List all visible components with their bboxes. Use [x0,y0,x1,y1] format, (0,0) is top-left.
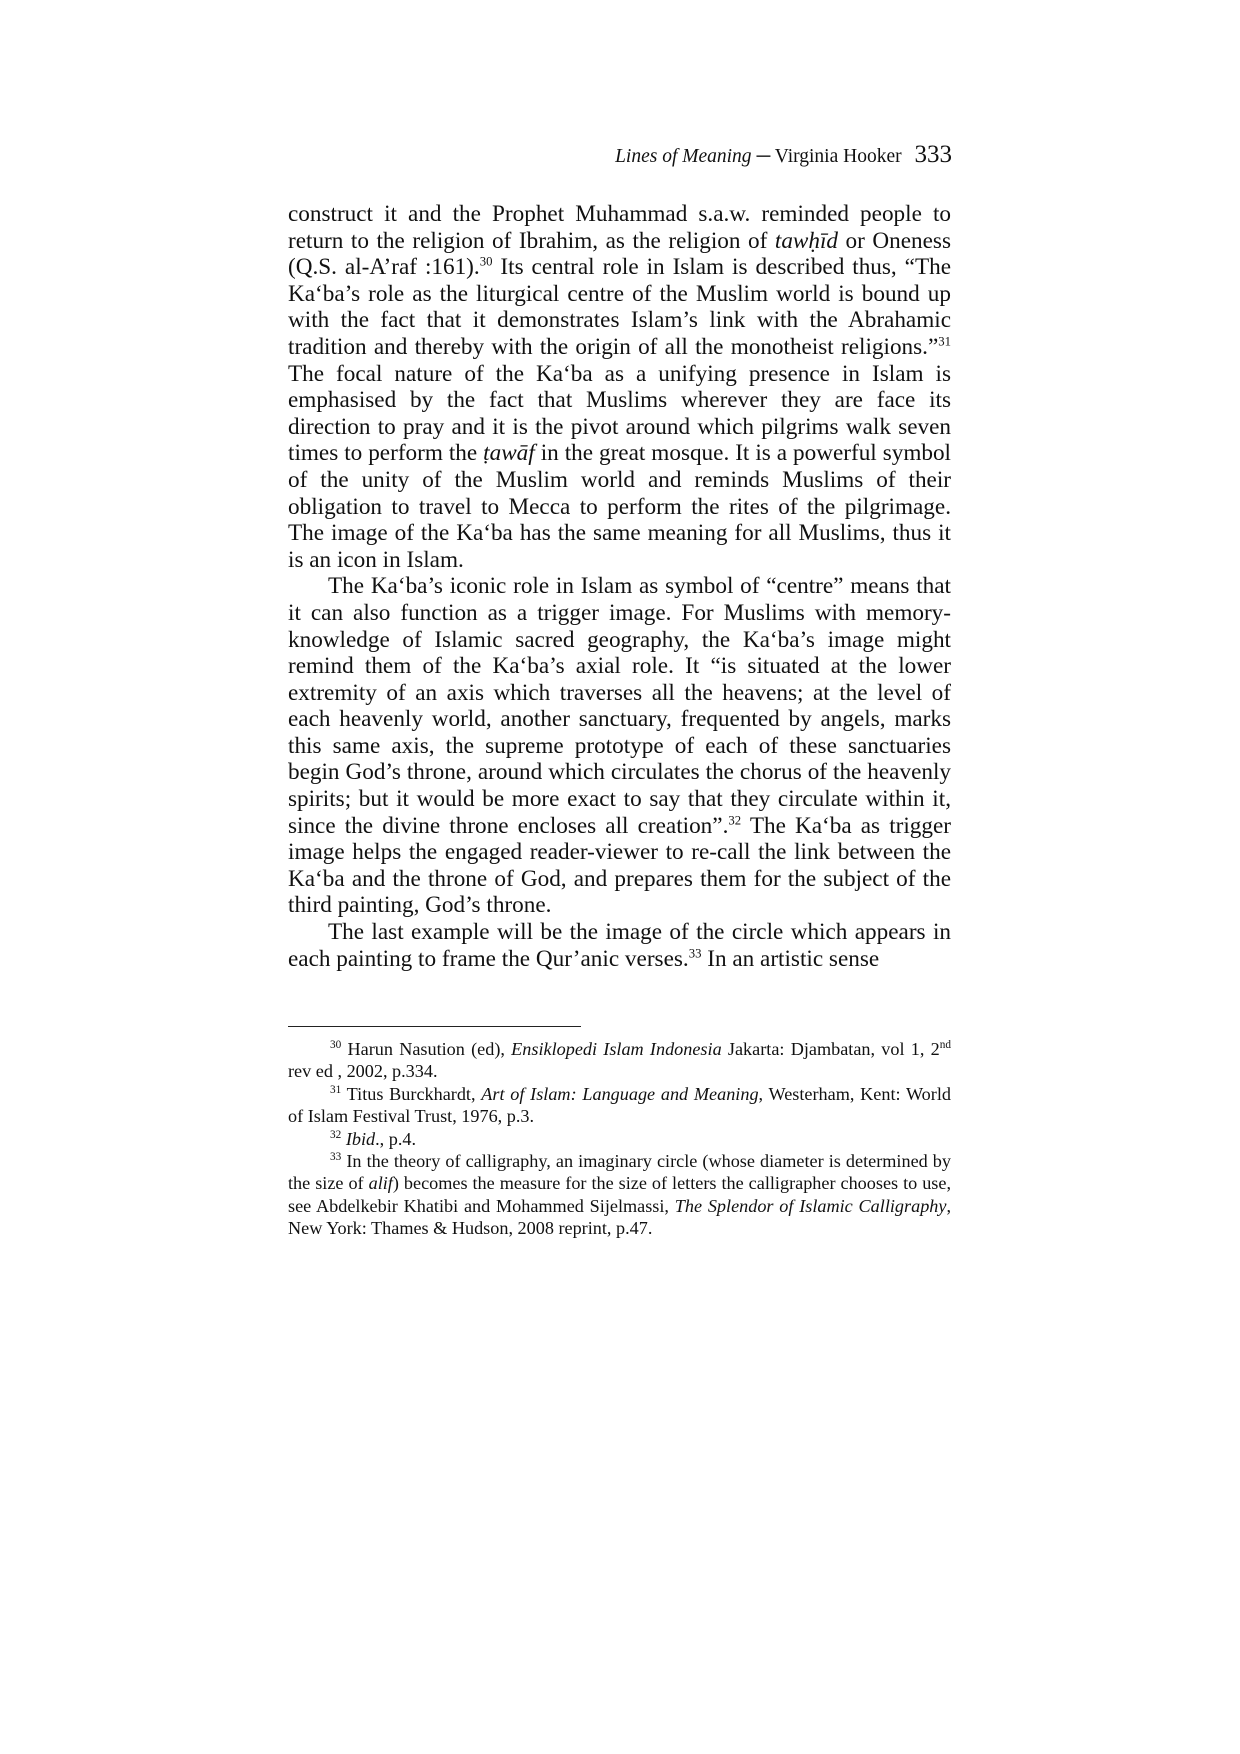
text-run: The Ka‘ba’s iconic role in Islam as symbol of “centre” means that it can also function as a trigger image. For Muslims with memory-knowledge of Islamic sacred geography, the Ka‘ba’s image might remind them of the Ka‘ba’s axial role. It “is situated at the lower extremity of an axis which traverses all the heavens; at the level of each heavenly world, another sanctuary, frequented by angels, marks this same axis, the supreme prototype of each of these sanctuaries begin God’s throne, around which circulates the chorus of the heavenly spirits; but it would be more exact to say that they circulate within it, since the divine throne encloses all creation”. [288,573,951,839]
running-head-title: Lines of Meaning [615,146,752,167]
text-run: The focal nature of the Ka‘ba as a unifying presence in Islam is emphasised by the fact that Muslims wherever they are face its direction to pray and it is the pivot around which pilgrims walk seven times to perform the [288,360,951,467]
running-head [560,140,952,172]
footnotes [288,1038,951,1240]
paragraph-2 [288,573,951,919]
footnote-33 [288,1150,951,1240]
text-run: , Westerham, Kent: World of Islam Festival Trust, 1976, p.3. [288,1083,951,1127]
italic-title: The Splendor of Islamic Calligraphy [674,1195,947,1216]
footnote-separator [288,1026,581,1027]
footnote-ref-32: 32 [728,812,742,827]
running-head-author: Virginia Hooker [774,146,902,167]
text-run: or Oneness (Q.S. al-A’raf :161). [288,227,951,281]
footnote-ref-31: 31 [938,334,951,349]
footnote-32 [288,1128,951,1150]
footnote-number: 31 [330,1083,342,1096]
page-number: 333 [914,141,952,168]
text-run: rev ed , 2002, p.334. [288,1061,438,1082]
text-run: In an artistic sense [701,945,880,972]
text-run: In the theory of calligraphy, an imaginary circle (whose diameter is determined by the size of [288,1151,951,1194]
text-run: ) becomes the measure for the size of letters the calligrapher chooses to use, see Abdelkebir Khatibi and Mohammed Sijelmassi, [288,1173,951,1216]
footnote-ref-33: 33 [688,945,702,960]
italic-term: alif [368,1173,393,1194]
italic-term: ṭawāf [483,440,535,467]
text-run: in the great mosque. It is a powerful symbol of the unity of the Muslim world and reminds Muslims of their obligation to travel to Mecca to perform the rites of the pilgrimage. The image of the Ka‘ba has the same meaning for all Muslims, thus it is an icon in Islam. [288,440,952,573]
italic-term: tawḥīd [774,227,839,254]
italic-title: Art of Islam: Language and Meaning [481,1083,759,1104]
text-run: , New York: Thames & Hudson, 2008 reprint, p.47. [288,1195,951,1239]
paragraph-1 [288,201,951,573]
footnote-31 [288,1083,951,1128]
paragraph-3 [288,919,951,972]
text-run: Titus Burckhardt, [341,1083,482,1104]
text-run: Harun Nasution (ed), [341,1039,512,1059]
text-run: Its central role in Islam is described thus, “The Ka‘ba’s role as the liturgical centre of the Muslim world is bound up with the fact that it demonstrates Islam’s link with the Abrahamic tradition and thereby with the origin of all the monotheist religions.” [288,254,951,360]
main-text [288,201,951,972]
text-run: The Ka‘ba as trigger image helps the engaged reader-viewer to re-call the link between the Ka‘ba and the throne of God, and prepares them for the subject of the third painting, God’s throne. [288,812,951,919]
text-run: ., p.4. [375,1128,417,1149]
italic-title: Ensiklopedi Islam Indonesia [511,1039,722,1059]
text-run: construct it and the Prophet Muhammad s.a.w. reminded people to return to the religion of Ibrahim, as the religion of [288,201,951,254]
text-run: The last example will be the image of the circle which appears in each painting to frame the Qur’anic verses. [288,919,951,972]
footnote-number: 33 [330,1150,342,1163]
running-head-dash: ─ [756,146,771,167]
footnote-number: 32 [330,1128,342,1141]
ordinal-suffix: nd [939,1038,951,1051]
footnote-number: 30 [330,1038,342,1051]
text-run: Jakarta: Djambatan, vol 1, 2 [721,1039,940,1059]
footnote-30 [288,1038,951,1083]
italic-abbrev: Ibid [345,1128,376,1149]
footnote-ref-30: 30 [479,254,493,269]
